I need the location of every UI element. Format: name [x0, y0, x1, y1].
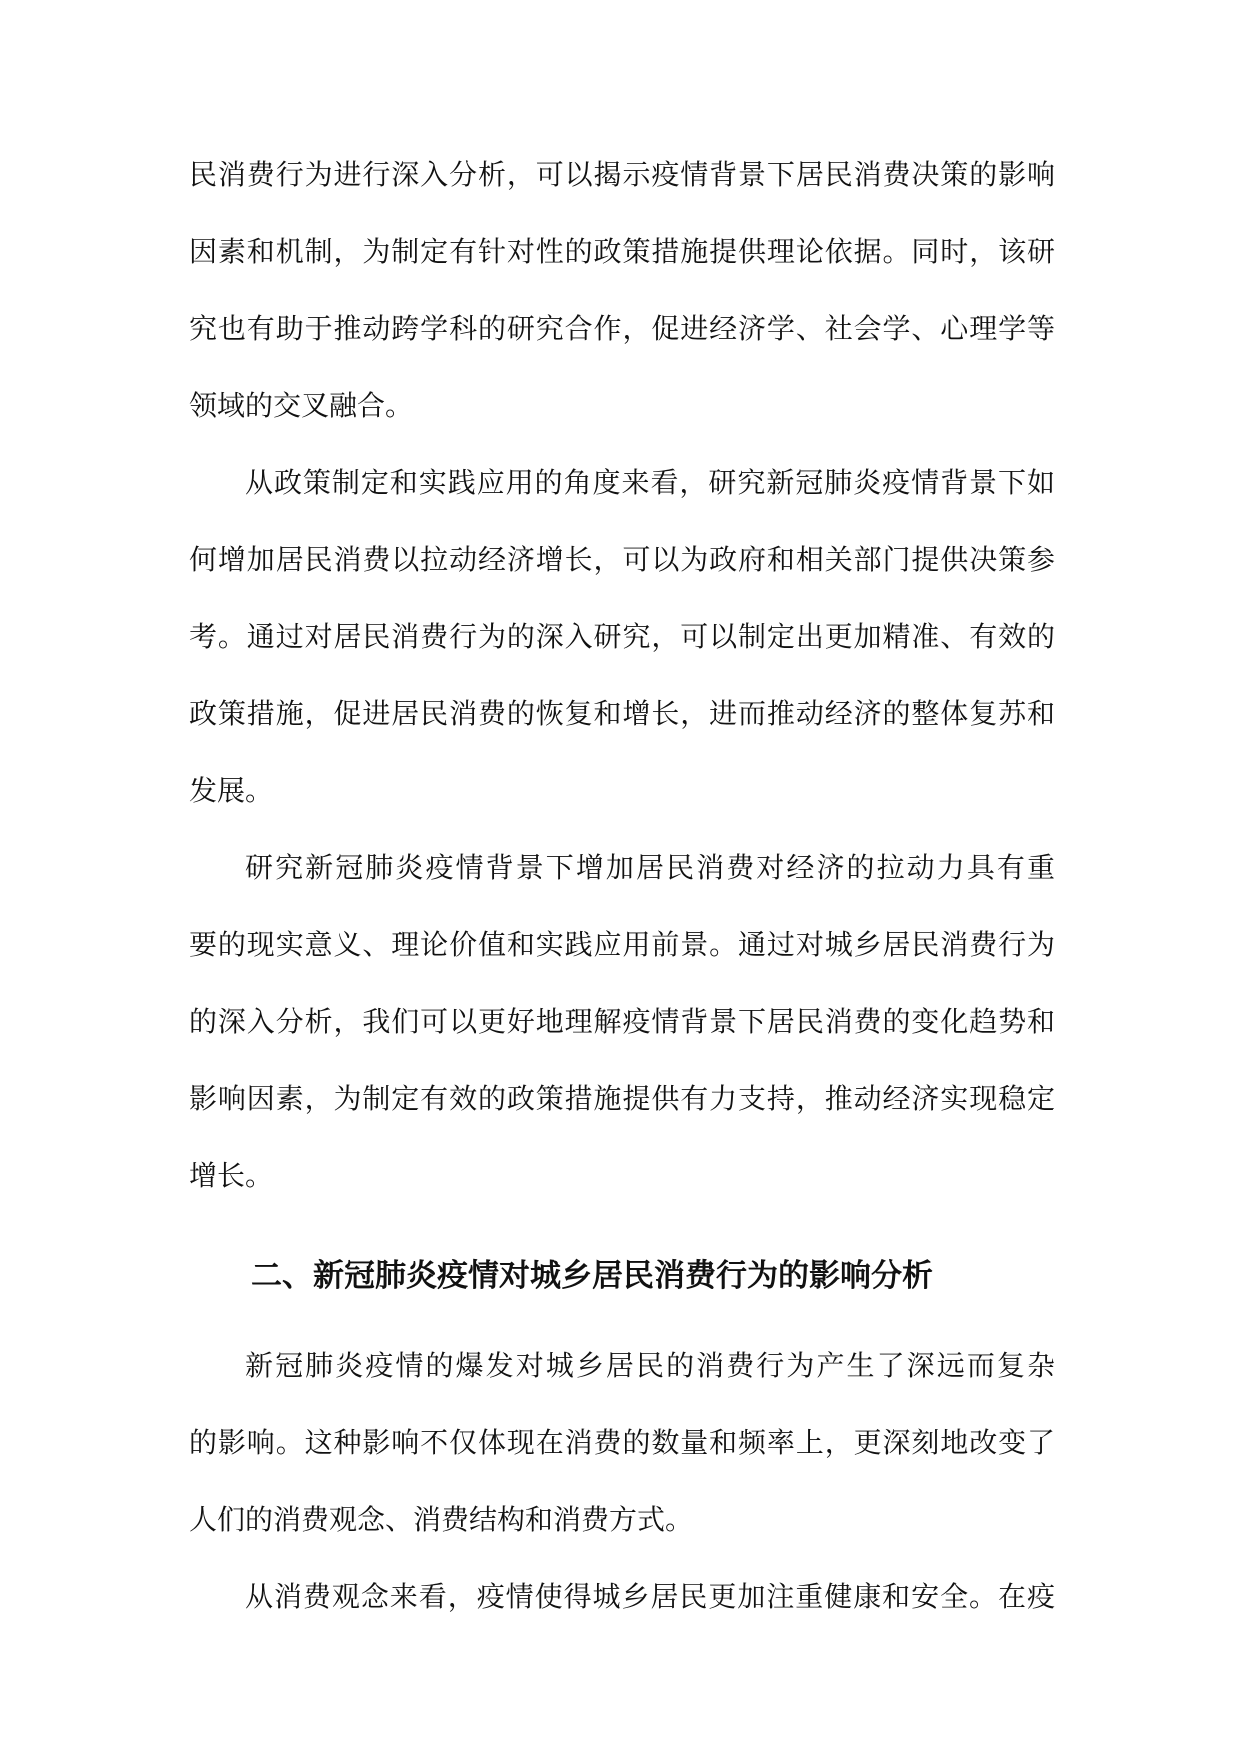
text-line: 何增加居民消费以拉动经济增长，可以为政府和相关部门提供决策参 — [189, 543, 1055, 576]
text-line: 增长。 — [189, 1159, 274, 1192]
paragraph-summary — [189, 829, 1055, 1214]
text-line: 民消费行为进行深入分析，可以揭示疫情背景下居民消费决策的影响 — [189, 158, 1055, 191]
text-line: 从政策制定和实践应用的角度来看，研究新冠肺炎疫情背景下如 — [245, 466, 1055, 499]
section-heading: 二、新冠肺炎疫情对城乡居民消费行为的影响分析 — [251, 1258, 933, 1294]
text-line: 研究新冠肺炎疫情背景下增加居民消费对经济的拉动力具有重 — [245, 851, 1055, 884]
text-line: 新冠肺炎疫情的爆发对城乡居民的消费行为产生了深远而复杂 — [245, 1349, 1055, 1382]
text-line: 究也有助于推动跨学科的研究合作，促进经济学、社会学、心理学等 — [189, 312, 1055, 345]
text-line: 政策措施，促进居民消费的恢复和增长，进而推动经济的整体复苏和 — [189, 697, 1055, 730]
paragraph-consumption-concept — [189, 1558, 1055, 1635]
paragraph-impact-overview — [189, 1327, 1055, 1558]
text-line: 的影响。这种影响不仅体现在消费的数量和频率上，更深刻地改变了 — [189, 1426, 1055, 1459]
text-line: 从消费观念来看，疫情使得城乡居民更加注重健康和安全。在疫 — [245, 1580, 1055, 1613]
paragraph-research-significance — [189, 136, 1055, 444]
text-line: 影响因素，为制定有效的政策措施提供有力支持，推动经济实现稳定 — [189, 1082, 1055, 1115]
text-line: 因素和机制，为制定有针对性的政策措施提供理论依据。同时，该研 — [189, 235, 1055, 268]
paragraph-policy-perspective — [189, 444, 1055, 829]
text-line: 要的现实意义、理论价值和实践应用前景。通过对城乡居民消费行为 — [189, 928, 1055, 961]
text-line: 的深入分析，我们可以更好地理解疫情背景下居民消费的变化趋势和 — [189, 1005, 1055, 1038]
document-page — [189, 136, 1055, 1635]
text-line: 人们的消费观念、消费结构和消费方式。 — [189, 1503, 694, 1536]
text-line: 考。通过对居民消费行为的深入研究，可以制定出更加精准、有效的 — [189, 620, 1055, 653]
text-line: 发展。 — [189, 774, 274, 807]
text-line: 领域的交叉融合。 — [189, 389, 414, 422]
